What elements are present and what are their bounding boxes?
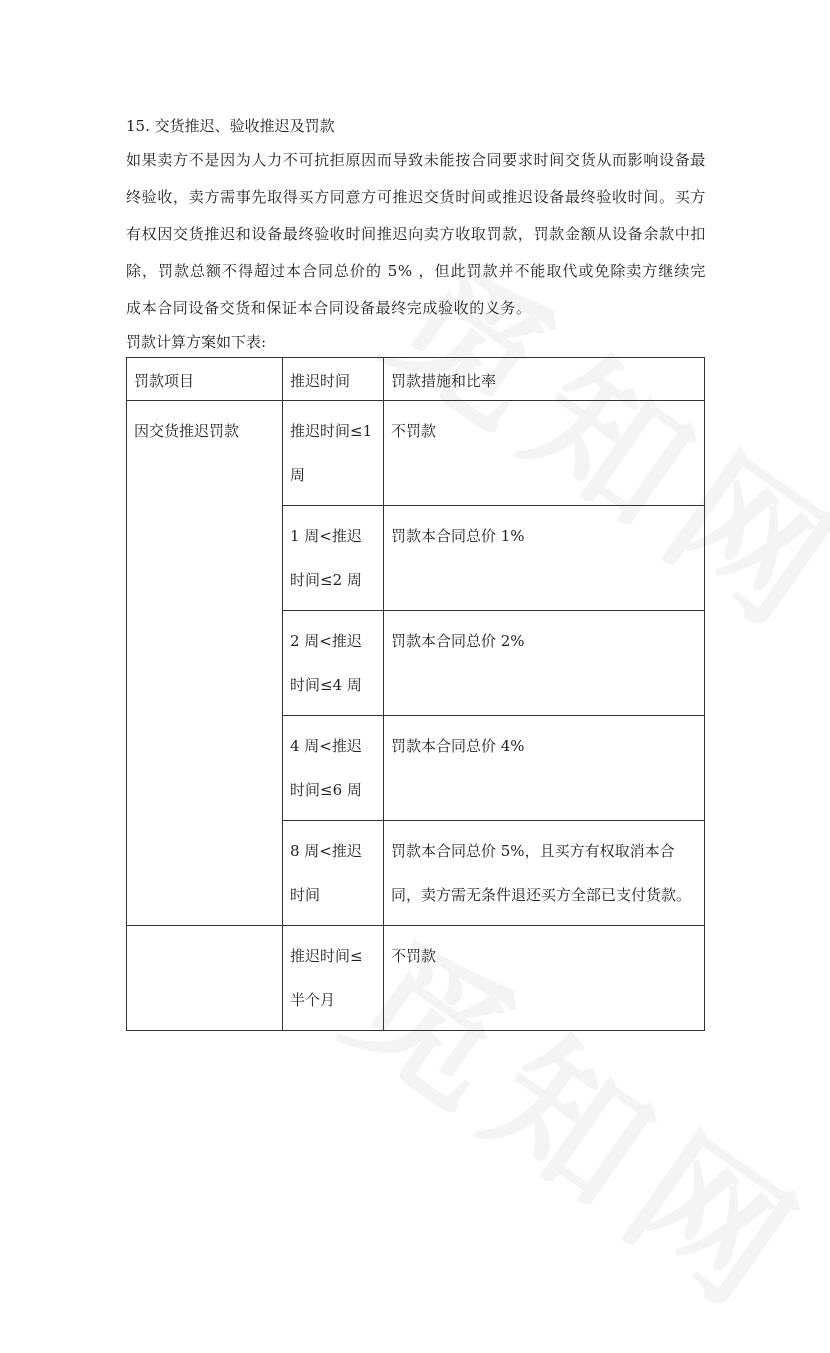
header-cell: 推迟时间 (283, 358, 384, 401)
header-cell: 罚款项目 (127, 358, 283, 401)
delay-cell: 4 周<推迟时间≤6 周 (283, 716, 384, 821)
measure-cell: 罚款本合同总价 1% (384, 506, 705, 611)
table-header-row (127, 358, 705, 401)
delay-cell: 1 周<推迟时间≤2 周 (283, 506, 384, 611)
penalty-item-cell: 因交货推迟罚款 (127, 401, 283, 926)
delay-cell: 8 周<推迟时间 (283, 821, 384, 926)
measure-cell: 罚款本合同总价 2% (384, 611, 705, 716)
header-cell: 罚款措施和比率 (384, 358, 705, 401)
delay-cell: 2 周<推迟时间≤4 周 (283, 611, 384, 716)
section-paragraph: 如果卖方不是因为人力不可抗拒原因而导致未能按合同要求时间交货从而影响设备最终验收，卖方需事先取得买方同意方可推迟交货时间或推迟设备最终验收时间。买方有权因交货推迟和设备最终验收时间推迟向卖方收取罚款，罚款金额从设备余款中扣除，罚款总额不得超过本合同总价的 5% ，但此罚款并不能取代或免除卖方继续完成本合同设备交货和保证本合同设备最终完成验收的义务。 (126, 151, 706, 317)
document-body (126, 110, 706, 1031)
penalty-item-cell (127, 926, 283, 1031)
section-title: 15. 交货推迟、验收推迟及罚款 (126, 117, 335, 135)
table-row (127, 926, 705, 1031)
measure-cell: 罚款本合同总价 4% (384, 716, 705, 821)
delay-cell: 推迟时间≤半个月 (283, 926, 384, 1031)
penalty-table (126, 357, 705, 1031)
measure-cell: 不罚款 (384, 401, 705, 506)
measure-cell: 罚款本合同总价 5%，且买方有权取消本合同，卖方需无条件退还买方全部已支付货款。 (384, 821, 705, 926)
table-row (127, 401, 705, 506)
delay-cell: 推迟时间≤1 周 (283, 401, 384, 506)
table-intro: 罚款计算方案如下表: (126, 333, 267, 351)
measure-cell: 不罚款 (384, 926, 705, 1031)
